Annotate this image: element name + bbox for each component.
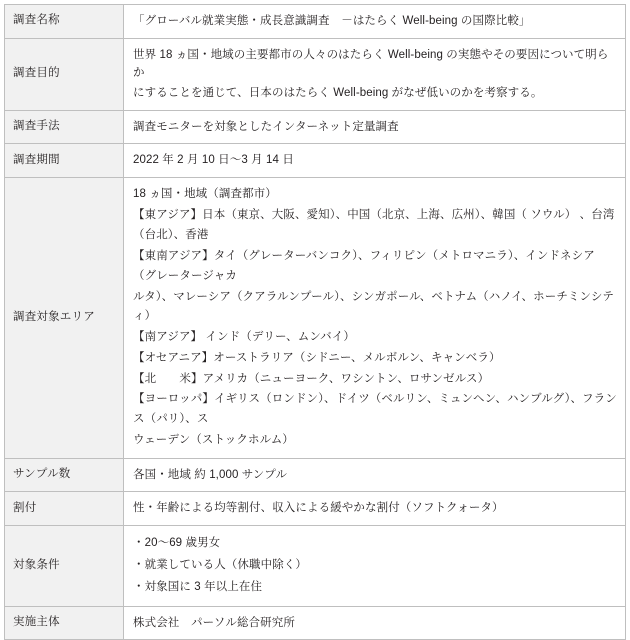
row-value-survey-area xyxy=(124,177,626,458)
table-row xyxy=(5,492,626,526)
table-row xyxy=(5,606,626,640)
text-line: 【東アジア】日本（東京、大阪、愛知）、中国（北京、上海、広州）、韓国（ ソウル） 、台湾 xyxy=(133,208,615,221)
text-line: ・20～69 歳男女 xyxy=(133,536,221,549)
row-label-survey-period: 調査期間 xyxy=(5,144,124,178)
text-line: 2022 年 2 月 10 日～3 月 14 日 xyxy=(133,154,294,167)
table-row xyxy=(5,110,626,144)
row-value-conducted-by xyxy=(124,606,626,640)
table-row xyxy=(5,5,626,39)
text-line: 【オセアニア】オーストラリア（シドニー、メルボルン、キャンベラ） xyxy=(133,351,501,364)
table-row xyxy=(5,177,626,458)
text-line: 各国・地域 約 1,000 サンプル xyxy=(133,468,288,481)
row-value-survey-name xyxy=(124,5,626,39)
text-line: ・就業している人（休職中除く） xyxy=(133,559,307,572)
row-label-allocation: 割付 xyxy=(5,492,124,526)
row-label-survey-method: 調査手法 xyxy=(5,110,124,144)
row-value-survey-purpose xyxy=(124,38,626,110)
text-line: 「グローバル就業実態・成長意識調査 －はたらく Well-being の国際比較」 xyxy=(133,15,531,27)
row-label-target-conditions: 対象条件 xyxy=(5,525,124,606)
row-value-survey-period xyxy=(124,144,626,178)
table-row xyxy=(5,458,626,492)
table-row xyxy=(5,525,626,606)
text-line: （台北）、香港 xyxy=(133,229,209,242)
text-line: 【東南アジア】タイ（グレーターバンコク）、フィリピン（メトロマニラ）、インドネシア（グレータージャカ xyxy=(133,250,595,282)
row-value-target-conditions xyxy=(124,525,626,606)
text-line: ・対象国に 3 年以上在住 xyxy=(133,581,263,594)
row-label-survey-area: 調査対象エリア xyxy=(5,177,124,458)
survey-overview-table xyxy=(4,4,626,640)
row-value-survey-method xyxy=(124,110,626,144)
table-row xyxy=(5,38,626,110)
row-value-allocation xyxy=(124,492,626,526)
text-line: 18 ヵ国・地域（調査都市） xyxy=(133,187,277,200)
text-line: 性・年齢による均等割付、収入による緩やかな割付（ソフトクォータ） xyxy=(133,502,504,515)
text-line: 【北 米】アメリカ（ニューヨーク、ワシントン、ロサンゼルス） xyxy=(133,372,490,385)
row-label-survey-name: 調査名称 xyxy=(5,5,124,39)
table-row xyxy=(5,144,626,178)
text-line: 【ヨーロッパ】イギリス（ロンドン）、ドイツ（ベルリン、ミュンヘン、ハンブルグ）、フランス（パリ）、ス xyxy=(133,393,617,426)
text-line: ルタ）、マレーシア（クアラルンプール）、シンガポール、ベトナム（ハノイ、ホーチミンシティ） xyxy=(133,290,615,323)
text-line: にすることを通じて、日本のはたらく Well-being がなぜ低いのかを考察する。 xyxy=(133,86,543,99)
text-line: 世界 18 ヵ国・地域の主要都市の人々のはたらく Well-being の実態やその要因について明らか xyxy=(133,48,609,80)
row-label-sample-size: サンプル数 xyxy=(5,458,124,492)
text-line: 【南アジア】 インド（デリー、ムンバイ） xyxy=(133,331,355,344)
text-line: ウェーデン（ストックホルム） xyxy=(133,433,294,446)
text-line: 調査モニターを対象としたインターネット定量調査 xyxy=(133,120,399,133)
row-label-survey-purpose: 調査目的 xyxy=(5,38,124,110)
text-line: 株式会社 パーソル総合研究所 xyxy=(133,616,295,629)
row-value-sample-size xyxy=(124,458,626,492)
row-label-conducted-by: 実施主体 xyxy=(5,606,124,640)
